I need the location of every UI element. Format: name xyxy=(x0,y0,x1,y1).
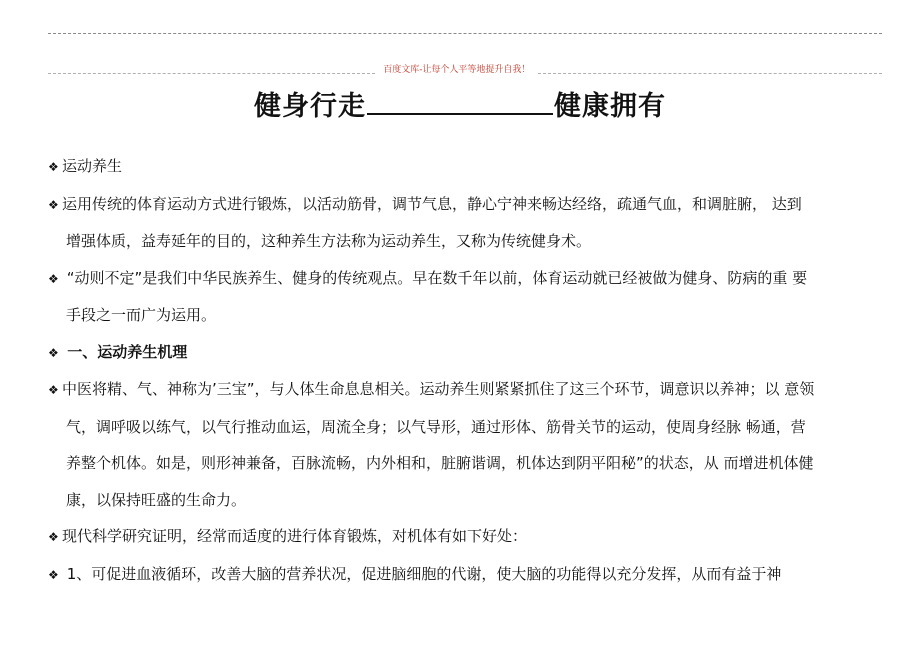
paragraph-line xyxy=(48,148,884,186)
top-divider xyxy=(48,33,882,34)
paragraph xyxy=(48,260,884,334)
paragraph-line xyxy=(48,518,884,556)
paragraph xyxy=(48,148,884,186)
header-rule-right xyxy=(538,73,882,74)
page-header xyxy=(48,60,882,76)
diamond-bullet-icon: ❖ xyxy=(48,567,59,582)
diamond-bullet-icon: ❖ xyxy=(48,383,59,397)
paragraph-text: 养整个机体。如是，则形神兼备，百脉流畅，内外相和，脏腑谐调，机体达到阴平阳秘”的状态，从 而增进机体健 xyxy=(66,454,814,472)
paragraph-text: “动则不定”是我们中华民族养生、健身的传统观点。早在数千年以前，体育运动就已经被做为健身、防病的重 要 xyxy=(62,268,808,287)
diamond-bullet-icon: ❖ xyxy=(48,530,59,544)
header-rule-left xyxy=(48,73,375,74)
paragraph-text: 手段之一而广为运用。 xyxy=(66,306,217,324)
paragraph-text: 一、运动养生机理 xyxy=(62,342,188,361)
paragraph xyxy=(48,371,884,518)
paragraph-text: 运用传统的体育运动方式进行锻炼，以活动筋骨，调节气息，静心宁神来畅达经络，疏通气血，和调脏腑， 达到 xyxy=(62,194,802,213)
paragraph-line xyxy=(48,186,884,224)
document-body xyxy=(48,148,884,593)
title-right: 健康拥有 xyxy=(554,91,666,122)
paragraph-line xyxy=(48,556,884,594)
diamond-bullet-icon: ❖ xyxy=(48,197,59,212)
title-blank xyxy=(367,89,553,115)
paragraph-line xyxy=(48,445,884,482)
paragraph-line xyxy=(48,223,884,260)
paragraph xyxy=(48,518,884,556)
paragraph-text: 中医将精、气、神称为’三宝”，与人体生命息息相关。运动养生则紧紧抓住了这三个环节，调意识以养神；以 意领 xyxy=(62,380,815,398)
header-banner: 百度文库-让每个人平等地提升自我！ xyxy=(383,64,531,75)
paragraph-line xyxy=(48,334,884,372)
paragraph-text: 运动养生 xyxy=(62,157,123,175)
title-left: 健身行走 xyxy=(254,91,366,122)
diamond-bullet-icon: ❖ xyxy=(48,160,59,174)
paragraph xyxy=(48,186,884,260)
paragraph-text: 康，以保持旺盛的生命力。 xyxy=(66,490,247,509)
paragraph xyxy=(48,556,884,594)
paragraph-text: 增强体质，益寿延年的目的，这种养生方法称为运动养生，又称为传统健身术。 xyxy=(66,232,592,250)
paragraph-line xyxy=(48,297,884,334)
paragraph xyxy=(48,334,884,372)
paragraph-line xyxy=(48,409,884,446)
paragraph-line xyxy=(48,482,884,519)
paragraph-text: 现代科学研究证明，经常而适度的进行体育锻炼，对机体有如下好处： xyxy=(62,527,528,545)
document-title xyxy=(0,84,920,123)
diamond-bullet-icon: ❖ xyxy=(48,271,59,286)
paragraph-line xyxy=(48,260,884,298)
paragraph-text: 气，调呼吸以练气，以气行推动血运，周流全身；以气导形，通过形体、筋骨关节的运动，使周身经脉 畅通，营 xyxy=(66,417,806,436)
paragraph-text: 1、可促进血液循环，改善大脑的营养状况，促进脑细胞的代谢，使大脑的功能得以充分发挥，从而有益于神 xyxy=(62,564,782,583)
diamond-bullet-icon: ❖ xyxy=(48,345,59,360)
paragraph-line xyxy=(48,371,884,409)
